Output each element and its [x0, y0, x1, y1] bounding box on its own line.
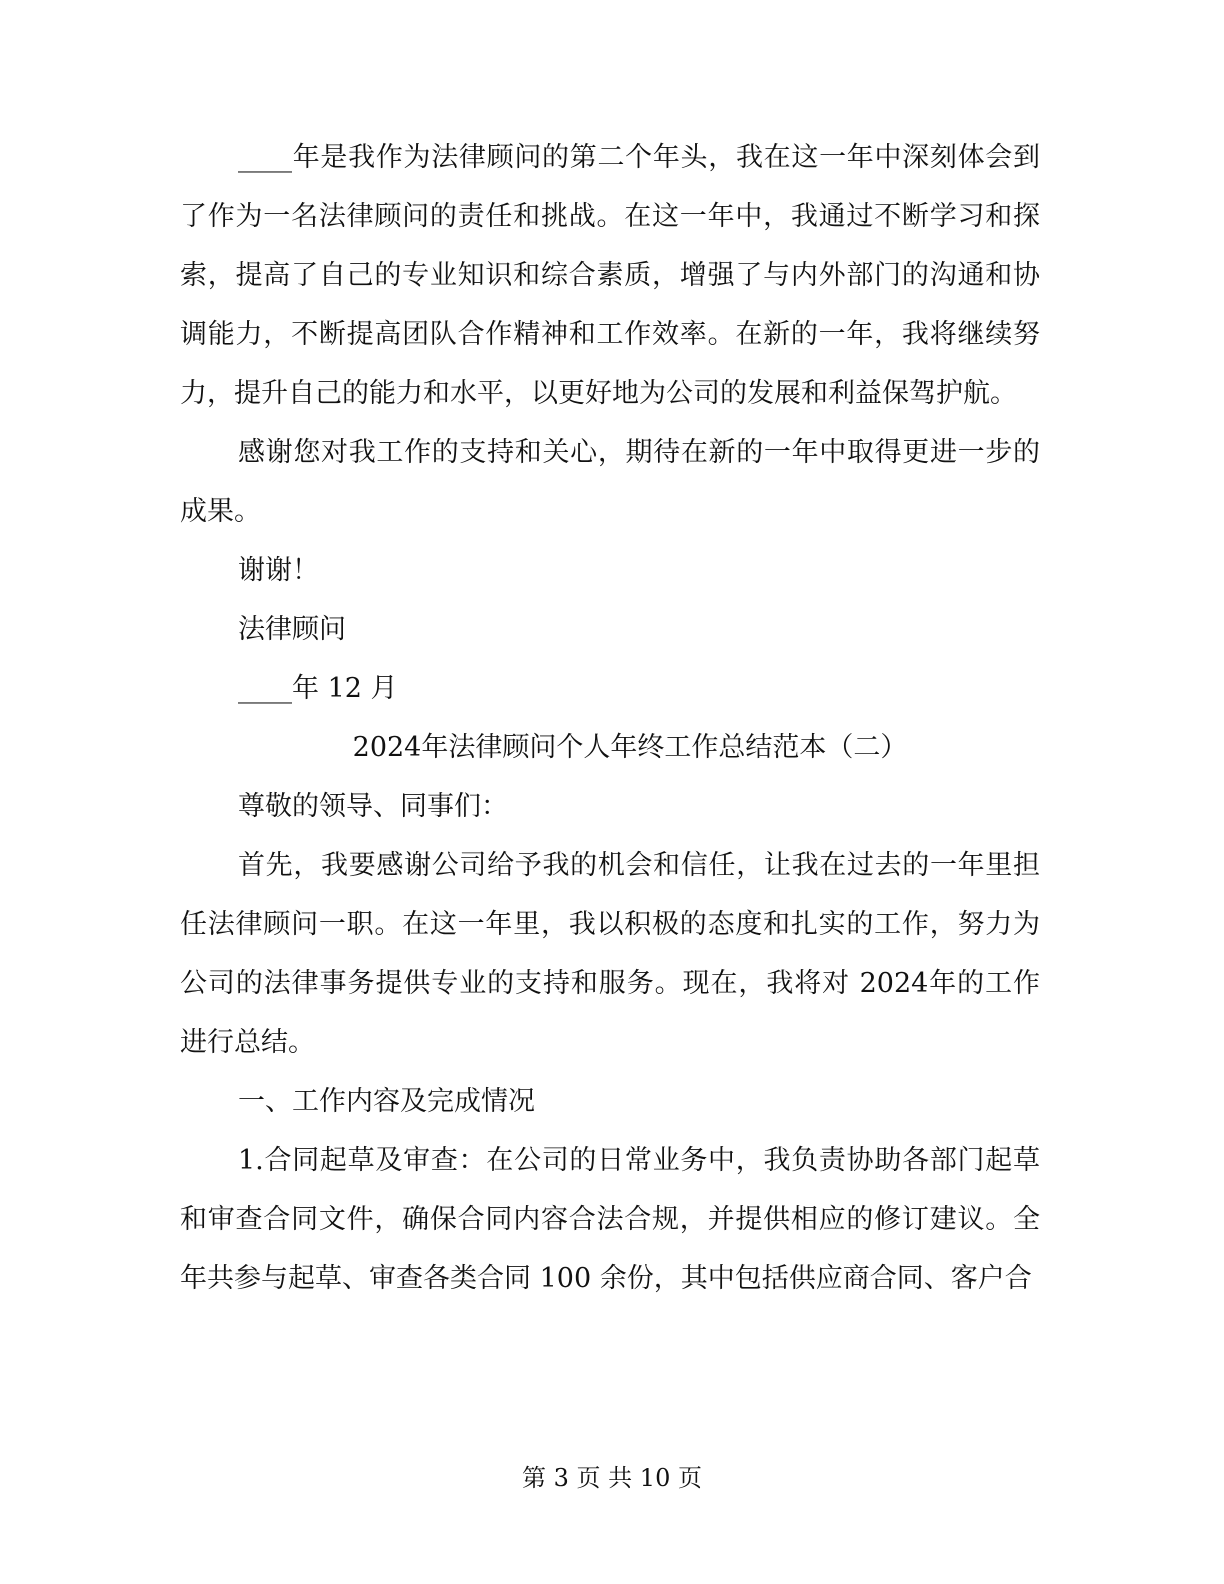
paragraph-intro: 首先，我要感谢公司给予我的机会和信任，让我在过去的一年里担任法律顾问一职。在这一年里，我以积极的态度和扎实的工作，努力为公司的法律事务提供专业的支持和服务。现在，我将对 2024年的工作进行总结。 — [180, 850, 1040, 1058]
signature-date: ____年 12 月 — [238, 673, 398, 704]
paragraph-year-summary: ____年是我作为法律顾问的第二个年头，我在这一年中深刻体会到了作为一名法律顾问的责任和挑战。在这一年中，我通过不断学习和探索，提高了自己的专业知识和综合素质，增强了与内外部门的沟通和协调能力，不断提高团队合作精神和工作效率。在新的一年，我将继续努力，提升自己的能力和水平，以更好地为公司的发展和利益保驾护航。 — [180, 142, 1040, 409]
paragraph-contracts: 1.合同起草及审查：在公司的日常业务中，我负责协助各部门起草和审查合同文件，确保合同内容合法合规，并提供相应的修订建议。全年共参与起草、审查各类合同 100 余份，其中包括供应商合同、客户合 — [180, 1145, 1040, 1294]
signature-title: 法律顾问 — [238, 614, 346, 645]
page-footer: 第 3 页 共 10 页 — [522, 1464, 702, 1492]
paragraph-thanks: 感谢您对我工作的支持和关心，期待在新的一年中取得更进一步的成果。 — [180, 437, 1040, 527]
salutation: 尊敬的领导、同事们： — [238, 791, 508, 822]
document-body — [180, 128, 1040, 1308]
section-heading: 一、工作内容及完成情况 — [238, 1086, 535, 1117]
section-title: 2024年法律顾问个人年终工作总结范本（二） — [352, 732, 908, 763]
paragraph-closing: 谢谢！ — [238, 555, 319, 586]
